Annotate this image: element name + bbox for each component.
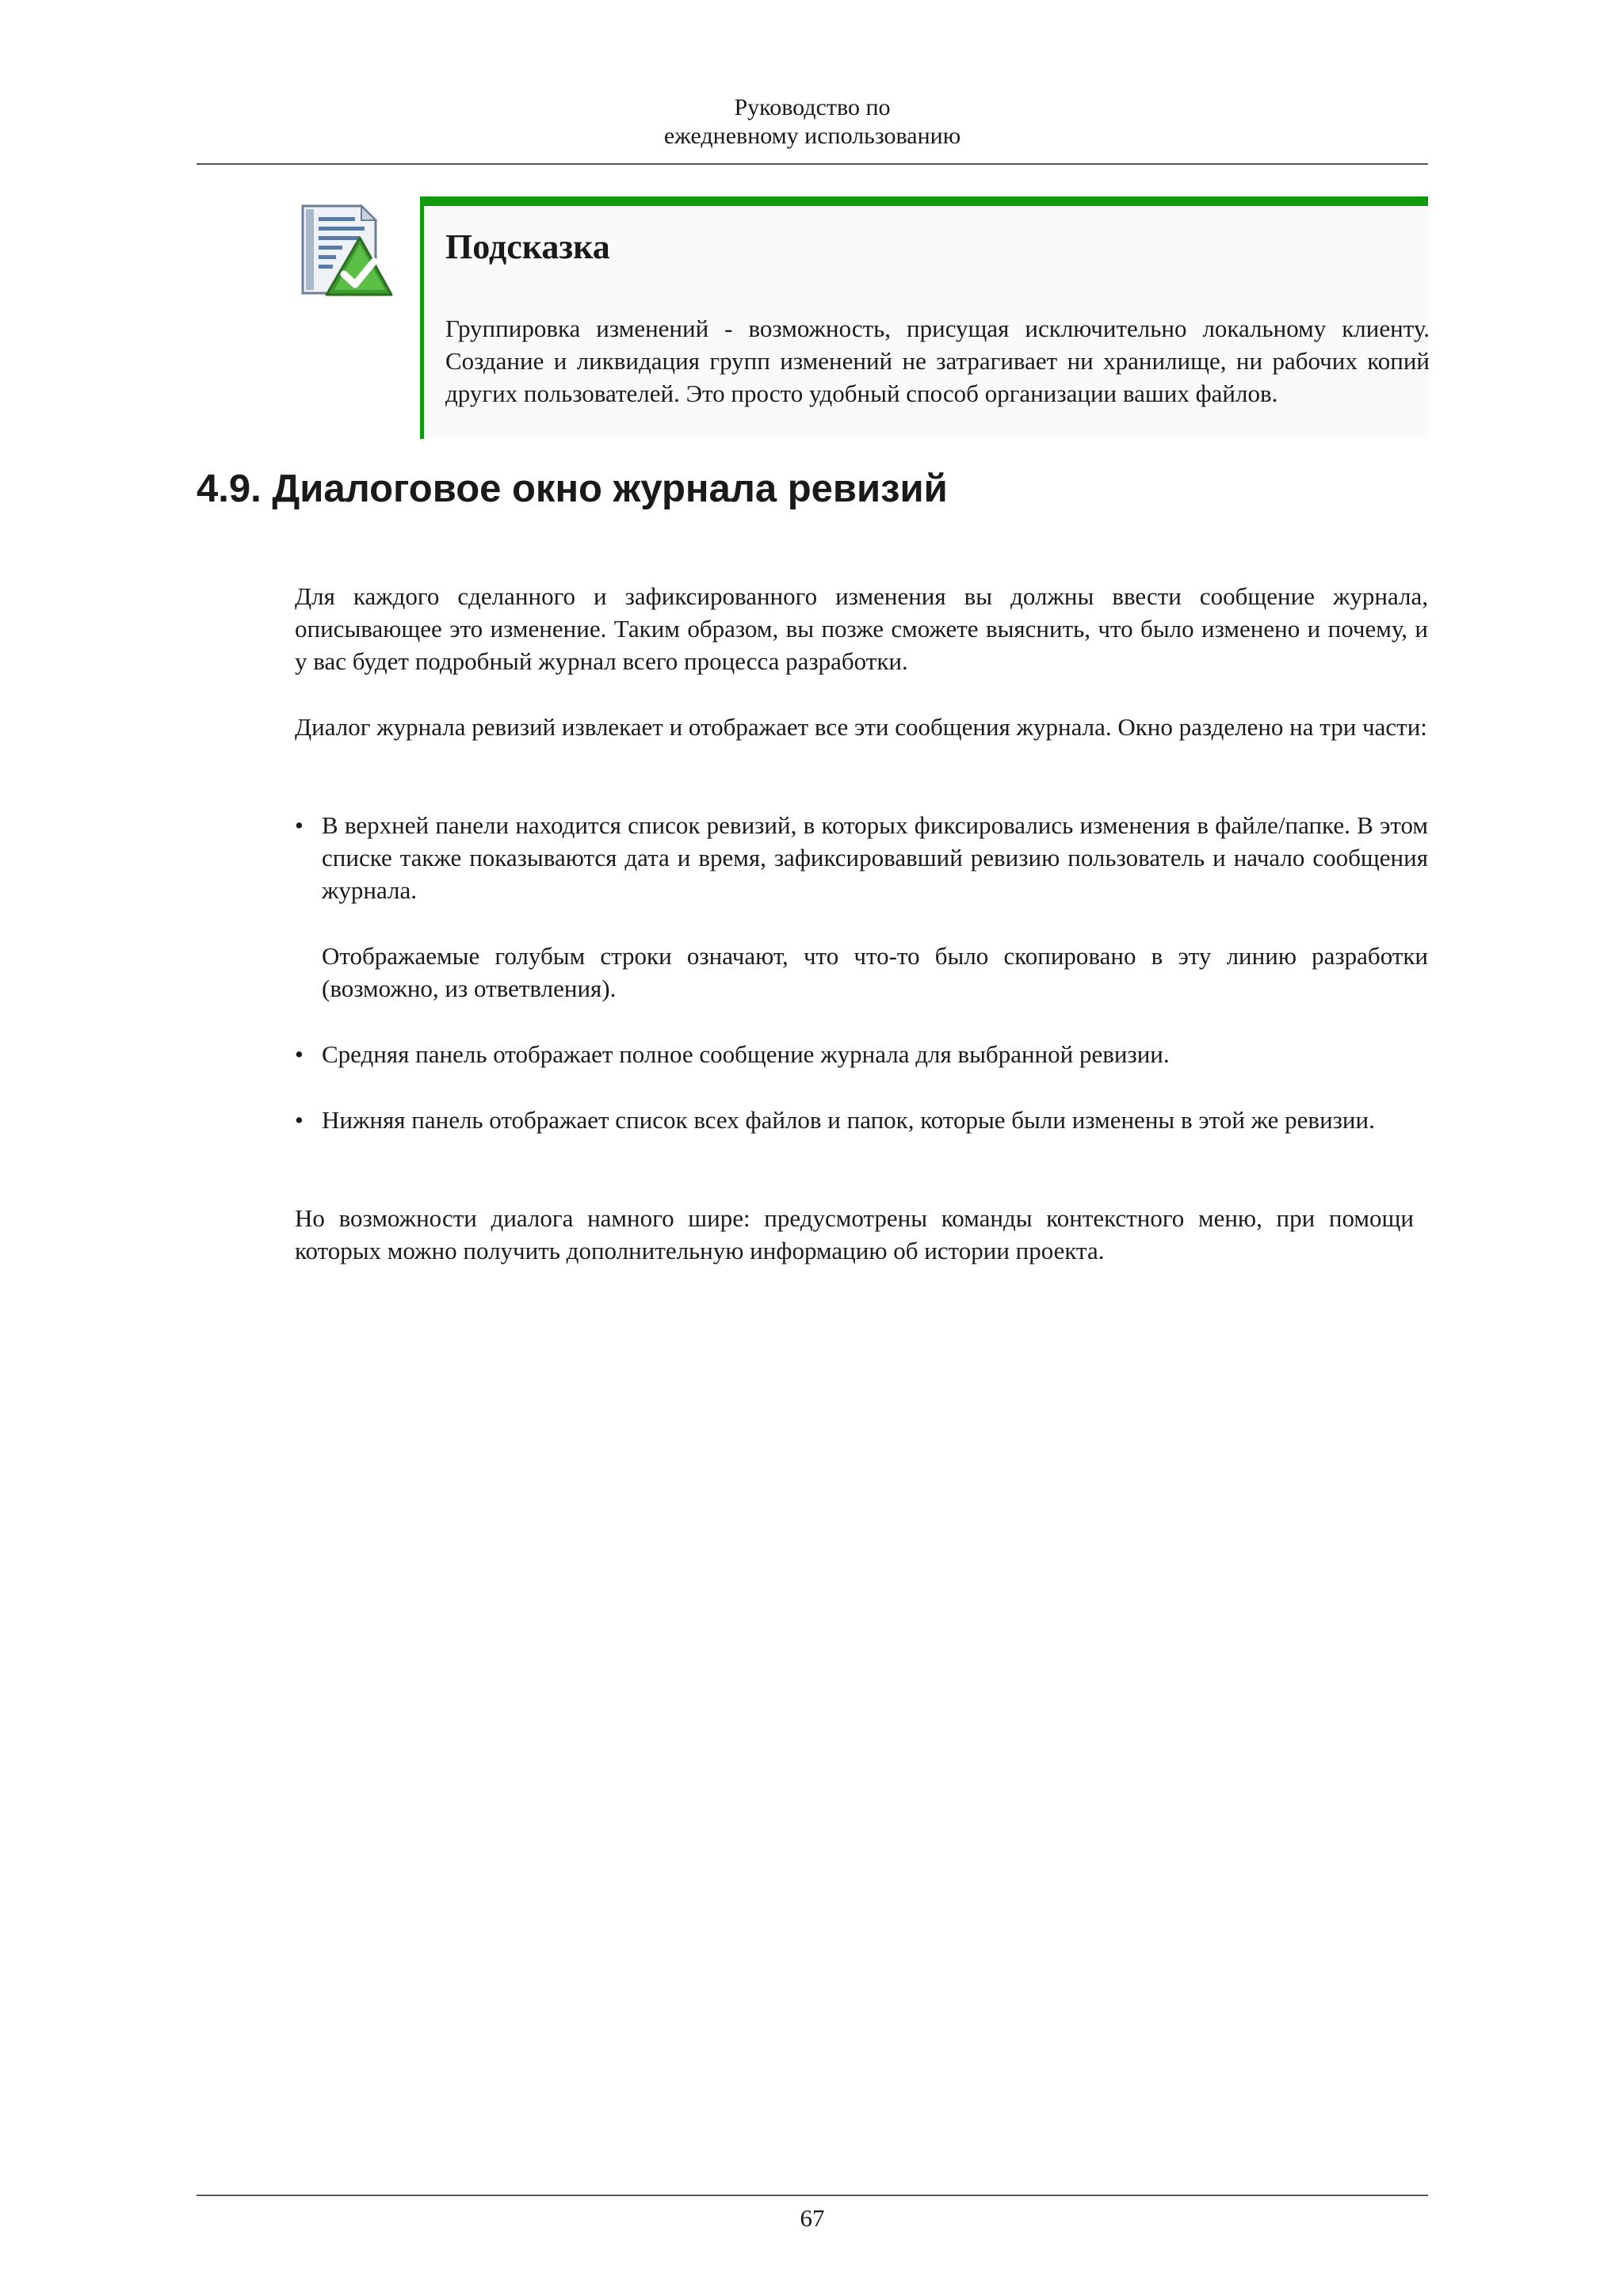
bullet-middle-panel: Средняя панель отображает полное сообщение журнала для выбранной ревизии. [322,1040,1170,1068]
tip-document-check-icon [300,203,393,298]
bullet-top-panel: В верхней панели находится список ревизий, в которых фиксировались изменения в файле/папке. В этом списке также показываются дата и время, зафиксировавший ревизию пользователь и начало сообщения журнала. [322,811,1428,904]
bullet-marker: • [295,1106,304,1134]
paragraph-intro: Для каждого сделанного и зафиксированного изменения вы должны ввести сообщение журнала, описывающее это изменение. Таким образом, вы позже сможете выяснить, что было изменено и почему, и у вас будет подробный журнал всего процесса разработки. [295,582,1428,675]
bullet-marker: • [295,811,304,839]
running-header [197,93,1428,151]
paragraph-closing: Но возможности диалога намного шире: предусмотрены команды контекстного меню, при помощи которых можно получить дополнительную информацию об истории проекта. [295,1204,1414,1264]
header-divider [197,163,1428,165]
running-header-line-2: ежедневному использованию [663,123,961,149]
tip-body: Группировка изменений - возможность, присущая исключительно локальному клиенту. Создание и ликвидация групп изменений не затрагивает ни хранилище, ни рабочих копий других пользователей. Это просто удобный способ организации ваших файлов. [445,315,1430,407]
tip-callout [420,196,1428,439]
section-title: 4.9. Диалоговое окно журнала ревизий [197,467,948,510]
bullet-bottom-panel: Нижняя панель отображает список всех файлов и папок, которые были изменены в этой же ревизии. [322,1106,1375,1134]
footer-divider [197,2195,1428,2196]
running-header-line-1: Руководство по [734,94,891,120]
bullet-marker: • [295,1040,304,1068]
bullet-top-panel-note: Отображаемые голубым строки означают, что что-то было скопировано в эту линию разработки (возможно, из ответвления). [322,942,1428,1002]
tip-title: Подсказка [445,227,610,266]
paragraph-dialog-overview: Диалог журнала ревизий извлекает и отображает все эти сообщения журнала. Окно разделено на три части: [295,713,1427,741]
page-number: 67 [800,2204,825,2232]
